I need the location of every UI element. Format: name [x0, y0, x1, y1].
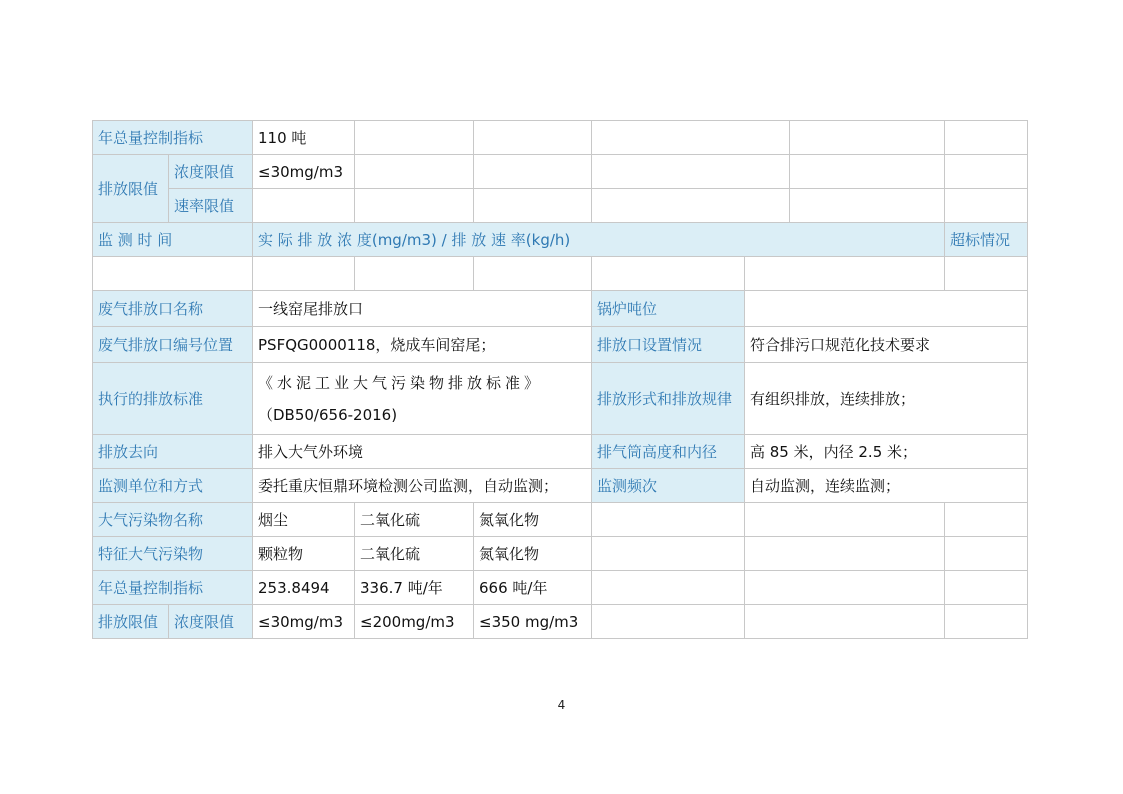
empty-cell: [745, 571, 945, 605]
empty-cell: [253, 189, 355, 223]
pollutant-row: [93, 503, 1028, 537]
outlet-name-value: 一线窑尾排放口: [253, 291, 592, 327]
standard-code: （DB50/656-2016): [258, 405, 398, 424]
pollutant-cell: 烟尘: [253, 503, 355, 537]
empty-cell: [592, 257, 745, 291]
empty-cell: [945, 571, 1028, 605]
feature-cell: 氮氧化物: [474, 537, 592, 571]
monitor-header-row: [93, 223, 1028, 257]
frequency-label: 监测频次: [592, 469, 745, 503]
outlet-code-value: PSFQG0000118，烧成车间窑尾；: [253, 327, 592, 363]
annual-value: 110 吨: [253, 121, 355, 155]
empty-cell: [790, 155, 945, 189]
page-number: 4: [557, 698, 566, 712]
outlet-code-label: 废气排放口编号位置: [93, 327, 253, 363]
empty-cell: [745, 605, 945, 639]
empty-cell: [945, 189, 1028, 223]
empty-cell: [592, 605, 745, 639]
direction-row: [93, 435, 1028, 469]
empty-cell: [945, 537, 1028, 571]
conc-label: 浓度限值: [169, 605, 253, 639]
boiler-value: [745, 291, 1028, 327]
boiler-label: 锅炉吨位: [592, 291, 745, 327]
conc-cell: ≤350 mg/m3: [474, 605, 592, 639]
outlet-code-row: [93, 327, 1028, 363]
monitor-unit-row: [93, 469, 1028, 503]
outlet-setup-value: 符合排污口规范化技术要求: [745, 327, 1028, 363]
empty-cell: [253, 257, 355, 291]
empty-cell: [945, 257, 1028, 291]
outlet-setup-label: 排放口设置情况: [592, 327, 745, 363]
feature-cell: 颗粒物: [253, 537, 355, 571]
direction-value: 排入大气外环境: [253, 435, 592, 469]
actual-emission-label: 实 际 排 放 浓 度(mg/m3) / 排 放 速 率(kg/h): [253, 223, 945, 257]
empty-cell: [790, 121, 945, 155]
conc-label: 浓度限值: [169, 155, 253, 189]
standard-label: 执行的排放标准: [93, 363, 253, 435]
empty-cell: [474, 121, 592, 155]
outlet-name-label: 废气排放口名称: [93, 291, 253, 327]
empty-cell: [592, 503, 745, 537]
rate-label: 速率限值: [169, 189, 253, 223]
limit-label: 排放限值: [93, 155, 169, 223]
monitor-time-label: 监 测 时 间: [93, 223, 253, 257]
annual-cell: 253.8494: [253, 571, 355, 605]
empty-cell: [93, 257, 253, 291]
frequency-value: 自动监测，连续监测；: [745, 469, 1028, 503]
empty-cell: [745, 537, 945, 571]
conc-row-2: [93, 605, 1028, 639]
standard-row: [93, 363, 1028, 435]
stack-value: 高 85 米，内径 2.5 米；: [745, 435, 1028, 469]
empty-cell: [945, 155, 1028, 189]
form-label: 排放形式和排放规律: [592, 363, 745, 435]
annual-label: 年总量控制指标: [93, 571, 253, 605]
standard-value: [253, 363, 592, 435]
empty-cell: [355, 155, 474, 189]
feature-cell: 二氧化硫: [355, 537, 474, 571]
form-value: 有组织排放，连续排放；: [745, 363, 1028, 435]
exceed-label: 超标情况: [945, 223, 1028, 257]
empty-cell: [592, 571, 745, 605]
empty-cell: [592, 121, 790, 155]
annual-cell: 666 吨/年: [474, 571, 592, 605]
empty-cell: [790, 189, 945, 223]
empty-cell: [474, 155, 592, 189]
annual-row-1: [93, 121, 1028, 155]
emission-table: [92, 120, 1028, 639]
annual-label: 年总量控制指标: [93, 121, 253, 155]
annual-cell: 336.7 吨/年: [355, 571, 474, 605]
empty-cell: [945, 605, 1028, 639]
empty-cell: [945, 121, 1028, 155]
pollutant-cell: 氮氧化物: [474, 503, 592, 537]
empty-cell: [355, 189, 474, 223]
monitor-data-row: [93, 257, 1028, 291]
conc-cell: ≤200mg/m3: [355, 605, 474, 639]
feature-label: 特征大气污染物: [93, 537, 253, 571]
standard-title: 《水泥工业大气污染物排放标准》: [258, 373, 544, 392]
empty-cell: [355, 121, 474, 155]
monitor-unit-label: 监测单位和方式: [93, 469, 253, 503]
pollutant-label: 大气污染物名称: [93, 503, 253, 537]
empty-cell: [592, 155, 790, 189]
empty-cell: [592, 537, 745, 571]
outlet-name-row: [93, 291, 1028, 327]
conc-cell: ≤30mg/m3: [253, 605, 355, 639]
empty-cell: [945, 503, 1028, 537]
limit-label: 排放限值: [93, 605, 169, 639]
empty-cell: [474, 257, 592, 291]
conc-value: ≤30mg/m3: [253, 155, 355, 189]
pollutant-cell: 二氧化硫: [355, 503, 474, 537]
feature-row: [93, 537, 1028, 571]
empty-cell: [355, 257, 474, 291]
stack-label: 排气筒高度和内径: [592, 435, 745, 469]
monitor-unit-value: 委托重庆恒鼎环境检测公司监测，自动监测；: [253, 469, 592, 503]
empty-cell: [745, 257, 945, 291]
empty-cell: [592, 189, 790, 223]
direction-label: 排放去向: [93, 435, 253, 469]
rate-row-1: [93, 189, 1028, 223]
empty-cell: [474, 189, 592, 223]
empty-cell: [745, 503, 945, 537]
conc-row-1: [93, 155, 1028, 189]
annual-row-2: [93, 571, 1028, 605]
